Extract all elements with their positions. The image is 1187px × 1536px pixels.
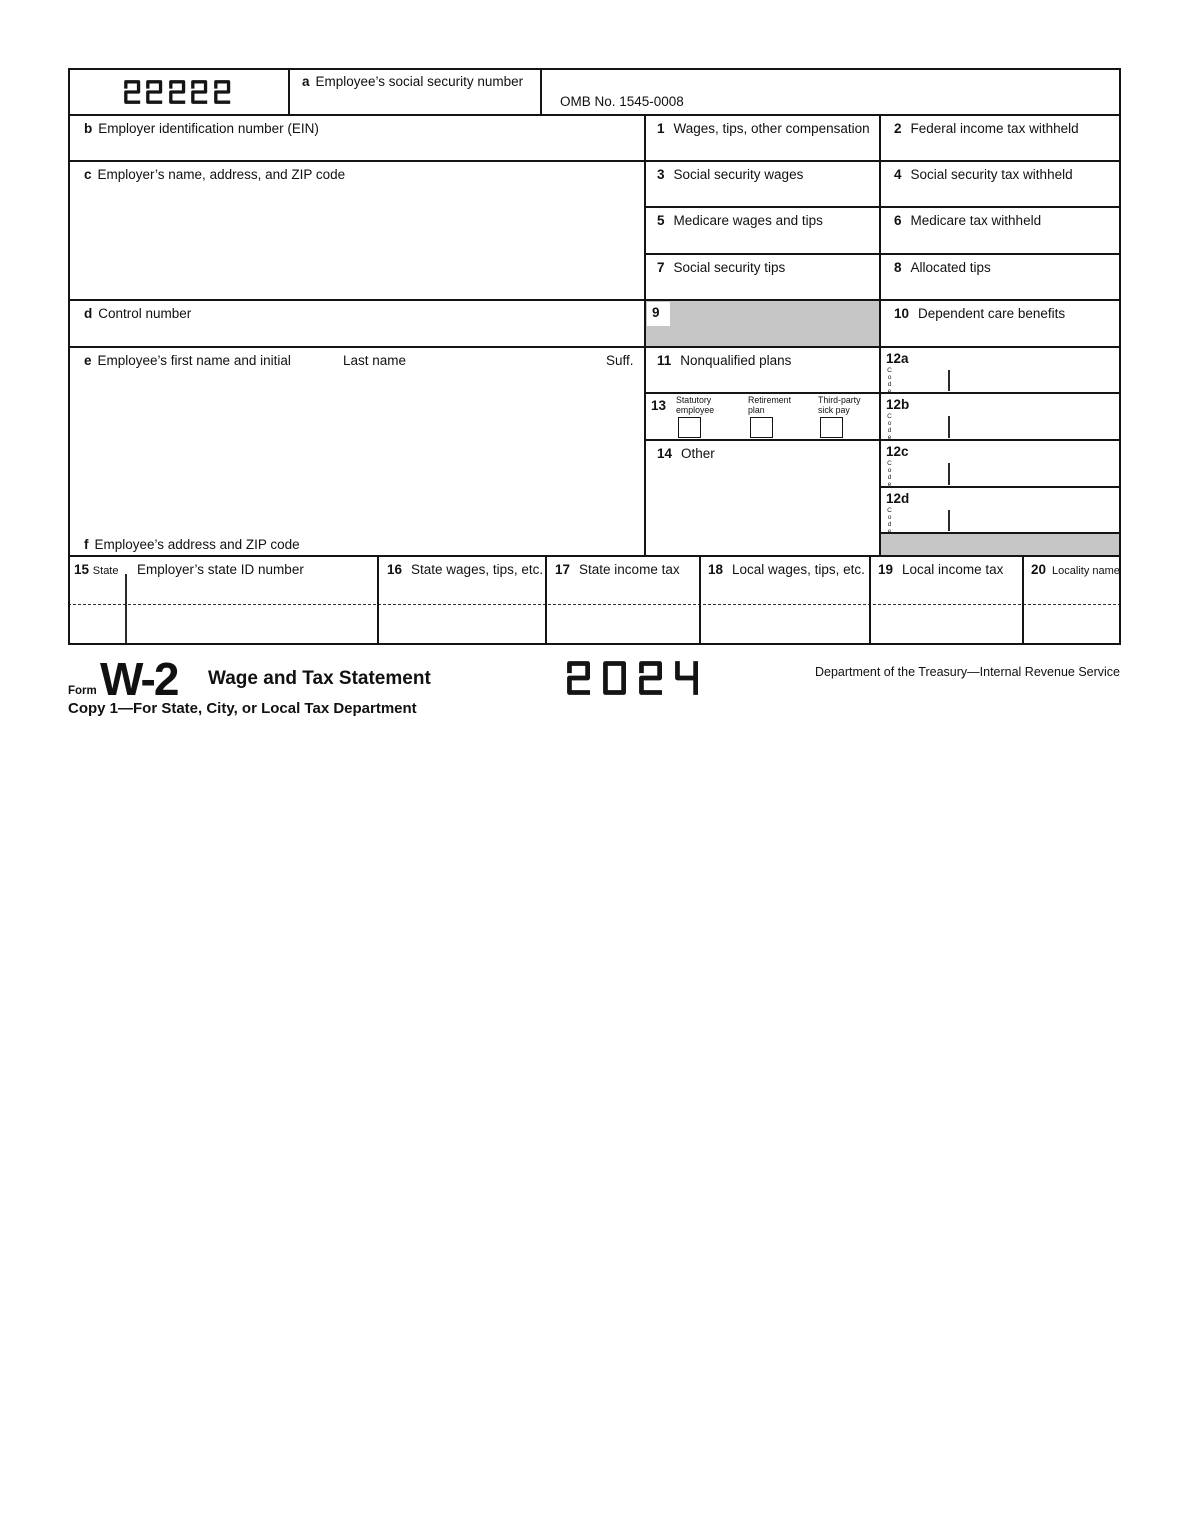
suffix-label: Suff.	[606, 353, 634, 368]
box-12a-label: 12a	[886, 351, 909, 366]
third-party-sick-pay-label: Third-party sick pay	[818, 395, 861, 415]
box-13-label: 13	[651, 398, 667, 413]
box-12a-code-label: Code	[886, 367, 893, 395]
copy-line: Copy 1—For State, City, or Local Tax Department	[68, 700, 417, 717]
statutory-employee-checkbox[interactable]	[678, 417, 701, 438]
form-title: Wage and Tax Statement	[208, 668, 431, 689]
box-12c-code-label: Code	[886, 460, 893, 488]
retirement-plan-checkbox[interactable]	[750, 417, 773, 438]
divider	[869, 555, 871, 644]
divider	[288, 68, 290, 115]
form-number-w2: W-2	[100, 653, 178, 705]
divider	[645, 206, 1121, 208]
box12d-code-divider	[948, 510, 950, 531]
retirement-plan-label: Retirement plan	[748, 395, 792, 415]
box-19-label: 19 Local income tax	[878, 562, 1004, 577]
divider	[540, 68, 542, 115]
box-c-label: c Employer’s name, address, and ZIP code	[84, 167, 346, 182]
third-party-sick-pay-checkbox[interactable]	[820, 417, 843, 438]
box-20-label: 20 Locality name	[1031, 562, 1120, 577]
box-2-label: 2 Federal income tax withheld	[894, 121, 1079, 136]
divider	[68, 299, 1121, 301]
box-11-label: 11 Nonqualified plans	[657, 353, 792, 368]
divider	[68, 68, 70, 645]
divider	[879, 114, 881, 556]
divider	[1022, 555, 1024, 644]
divider	[644, 114, 646, 556]
divider	[645, 392, 1121, 394]
box-18-label: 18 Local wages, tips, etc.	[708, 562, 865, 577]
box-b-label: b Employer identification number (EIN)	[84, 121, 319, 136]
divider	[645, 439, 1121, 441]
divider	[68, 555, 1121, 557]
box-6-label: 6 Medicare tax withheld	[894, 213, 1042, 228]
box-15-id-label: Employer’s state ID number	[137, 562, 304, 577]
box-e-label: e Employee’s first name and initial	[84, 353, 291, 368]
box-15-label: 15 State	[74, 562, 119, 577]
box-12d-code-label: Code	[886, 507, 893, 535]
form-word: Form	[68, 685, 97, 697]
statutory-employee-label: Statutory employee	[676, 395, 715, 415]
divider	[1119, 68, 1121, 645]
divider	[377, 555, 379, 644]
box9-shaded-area	[646, 301, 879, 346]
box-12b-code-label: Code	[886, 413, 893, 441]
box-12c-label: 12c	[886, 444, 909, 459]
divider	[880, 486, 1121, 488]
box-12b-label: 12b	[886, 397, 910, 412]
box-3-label: 3 Social security wages	[657, 167, 804, 182]
box-4-label: 4 Social security tax withheld	[894, 167, 1073, 182]
dashed-divider	[68, 604, 1121, 605]
agency-line: Department of the Treasury—Internal Revenue Service	[814, 665, 1120, 679]
box12b-code-divider	[948, 416, 950, 438]
divider	[68, 346, 1121, 348]
last-name-label: Last name	[343, 353, 407, 368]
box-f-label: f Employee’s address and ZIP code	[84, 537, 300, 552]
box-1-label: 1 Wages, tips, other compensation	[657, 121, 870, 136]
state-column-divider	[125, 574, 127, 643]
box-5-label: 5 Medicare wages and tips	[657, 213, 823, 228]
shaded-strip-below-12d	[881, 534, 1119, 555]
divider	[68, 160, 1121, 162]
divider	[699, 555, 701, 644]
box-7-label: 7 Social security tips	[657, 260, 786, 275]
box12a-code-divider	[948, 370, 950, 391]
box-8-label: 8 Allocated tips	[894, 260, 991, 275]
tax-year	[564, 658, 708, 698]
divider	[880, 532, 1121, 534]
omb-number: OMB No. 1545-0008	[560, 94, 684, 109]
divider	[545, 555, 547, 644]
form-code-22222	[68, 68, 288, 115]
box-9-label: 9	[652, 305, 660, 320]
box-a-label: a Employee’s social security number	[302, 74, 524, 89]
box-16-label: 16 State wages, tips, etc.	[387, 562, 544, 577]
box-14-label: 14 Other	[657, 446, 715, 461]
box-12d-label: 12d	[886, 491, 910, 506]
box12c-code-divider	[948, 463, 950, 485]
box-d-label: d Control number	[84, 306, 192, 321]
divider	[645, 253, 1121, 255]
box-10-label: 10 Dependent care benefits	[894, 306, 1066, 321]
divider	[68, 643, 1121, 645]
box-17-label: 17 State income tax	[555, 562, 680, 577]
